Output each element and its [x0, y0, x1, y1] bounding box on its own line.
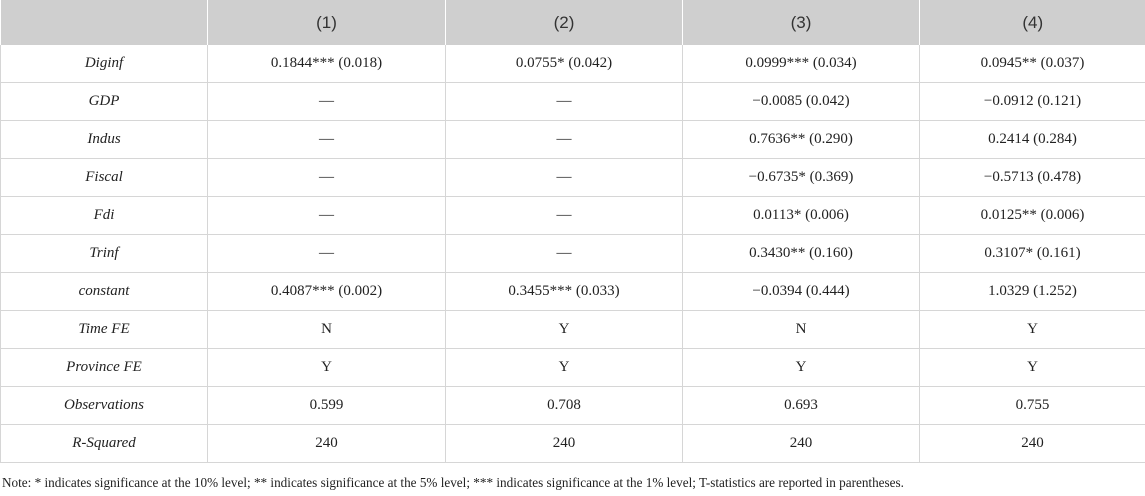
- table-cell: —: [208, 197, 446, 235]
- table-row: [1, 121, 1145, 159]
- table-header: [1, 0, 1145, 45]
- table-cell: —: [446, 159, 683, 197]
- table-cell: Y: [446, 311, 683, 349]
- table-cell: 0.1844*** (0.018): [208, 45, 446, 83]
- table-cell: 0.0945** (0.037): [920, 45, 1145, 83]
- table-cell: Y: [920, 311, 1145, 349]
- table-cell: —: [446, 197, 683, 235]
- table-cell: —: [446, 83, 683, 121]
- table-cell: −0.0912 (0.121): [920, 83, 1145, 121]
- table-cell: 240: [920, 425, 1145, 463]
- table-cell: —: [446, 235, 683, 273]
- table-cell: 240: [208, 425, 446, 463]
- header-cell-model-1: (1): [208, 0, 446, 45]
- row-label: Time FE: [1, 311, 208, 349]
- table-cell: Y: [683, 349, 920, 387]
- row-label: Fdi: [1, 197, 208, 235]
- table-cell: 0.0113* (0.006): [683, 197, 920, 235]
- table-cell: 0.7636** (0.290): [683, 121, 920, 159]
- table-cell: 240: [683, 425, 920, 463]
- row-label: Fiscal: [1, 159, 208, 197]
- table-cell: −0.0394 (0.444): [683, 273, 920, 311]
- table-cell: 0.3107* (0.161): [920, 235, 1145, 273]
- table-cell: —: [208, 83, 446, 121]
- table-cell: 0.708: [446, 387, 683, 425]
- table-row: [1, 197, 1145, 235]
- table-row: [1, 311, 1145, 349]
- table-cell: −0.5713 (0.478): [920, 159, 1145, 197]
- row-label: Observations: [1, 387, 208, 425]
- table-body: [1, 45, 1145, 463]
- table-row: [1, 159, 1145, 197]
- table-cell: N: [683, 311, 920, 349]
- table-cell: 1.0329 (1.252): [920, 273, 1145, 311]
- table-cell: Y: [208, 349, 446, 387]
- table-cell: 0.2414 (0.284): [920, 121, 1145, 159]
- header-cell-model-2: (2): [446, 0, 683, 45]
- table-row: [1, 425, 1145, 463]
- table-cell: 0.3430** (0.160): [683, 235, 920, 273]
- table-cell: Y: [446, 349, 683, 387]
- table-cell: 0.0125** (0.006): [920, 197, 1145, 235]
- row-label: constant: [1, 273, 208, 311]
- table-cell: —: [208, 235, 446, 273]
- row-label: Diginf: [1, 45, 208, 83]
- table-cell: Y: [920, 349, 1145, 387]
- table-footnote: Note: * indicates significance at the 10% level; ** indicates significance at the 5% level; *** indicates significance at the 1% level; T-statistics are reported in parentheses.: [2, 475, 904, 490]
- table-row: [1, 387, 1145, 425]
- row-label: Province FE: [1, 349, 208, 387]
- row-label: R-Squared: [1, 425, 208, 463]
- table-row: [1, 273, 1145, 311]
- table-row: [1, 45, 1145, 83]
- table-cell: N: [208, 311, 446, 349]
- header-cell-model-4: (4): [920, 0, 1145, 45]
- row-label: GDP: [1, 83, 208, 121]
- table-cell: 0.599: [208, 387, 446, 425]
- table-cell: —: [208, 121, 446, 159]
- table-cell: —: [446, 121, 683, 159]
- table-row: [1, 235, 1145, 273]
- table-cell: −0.0085 (0.042): [683, 83, 920, 121]
- table-cell: 0.0999*** (0.034): [683, 45, 920, 83]
- table-cell: 240: [446, 425, 683, 463]
- header-row: [1, 0, 1145, 45]
- table-cell: —: [208, 159, 446, 197]
- table-cell: −0.6735* (0.369): [683, 159, 920, 197]
- row-label: Indus: [1, 121, 208, 159]
- table-cell: 0.0755* (0.042): [446, 45, 683, 83]
- table-cell: 0.4087*** (0.002): [208, 273, 446, 311]
- header-cell-model-3: (3): [683, 0, 920, 45]
- table-cell: 0.3455*** (0.033): [446, 273, 683, 311]
- table-row: [1, 83, 1145, 121]
- table-cell: 0.755: [920, 387, 1145, 425]
- table-row: [1, 349, 1145, 387]
- row-label: Trinf: [1, 235, 208, 273]
- header-cell-variable: [1, 0, 208, 45]
- table-cell: 0.693: [683, 387, 920, 425]
